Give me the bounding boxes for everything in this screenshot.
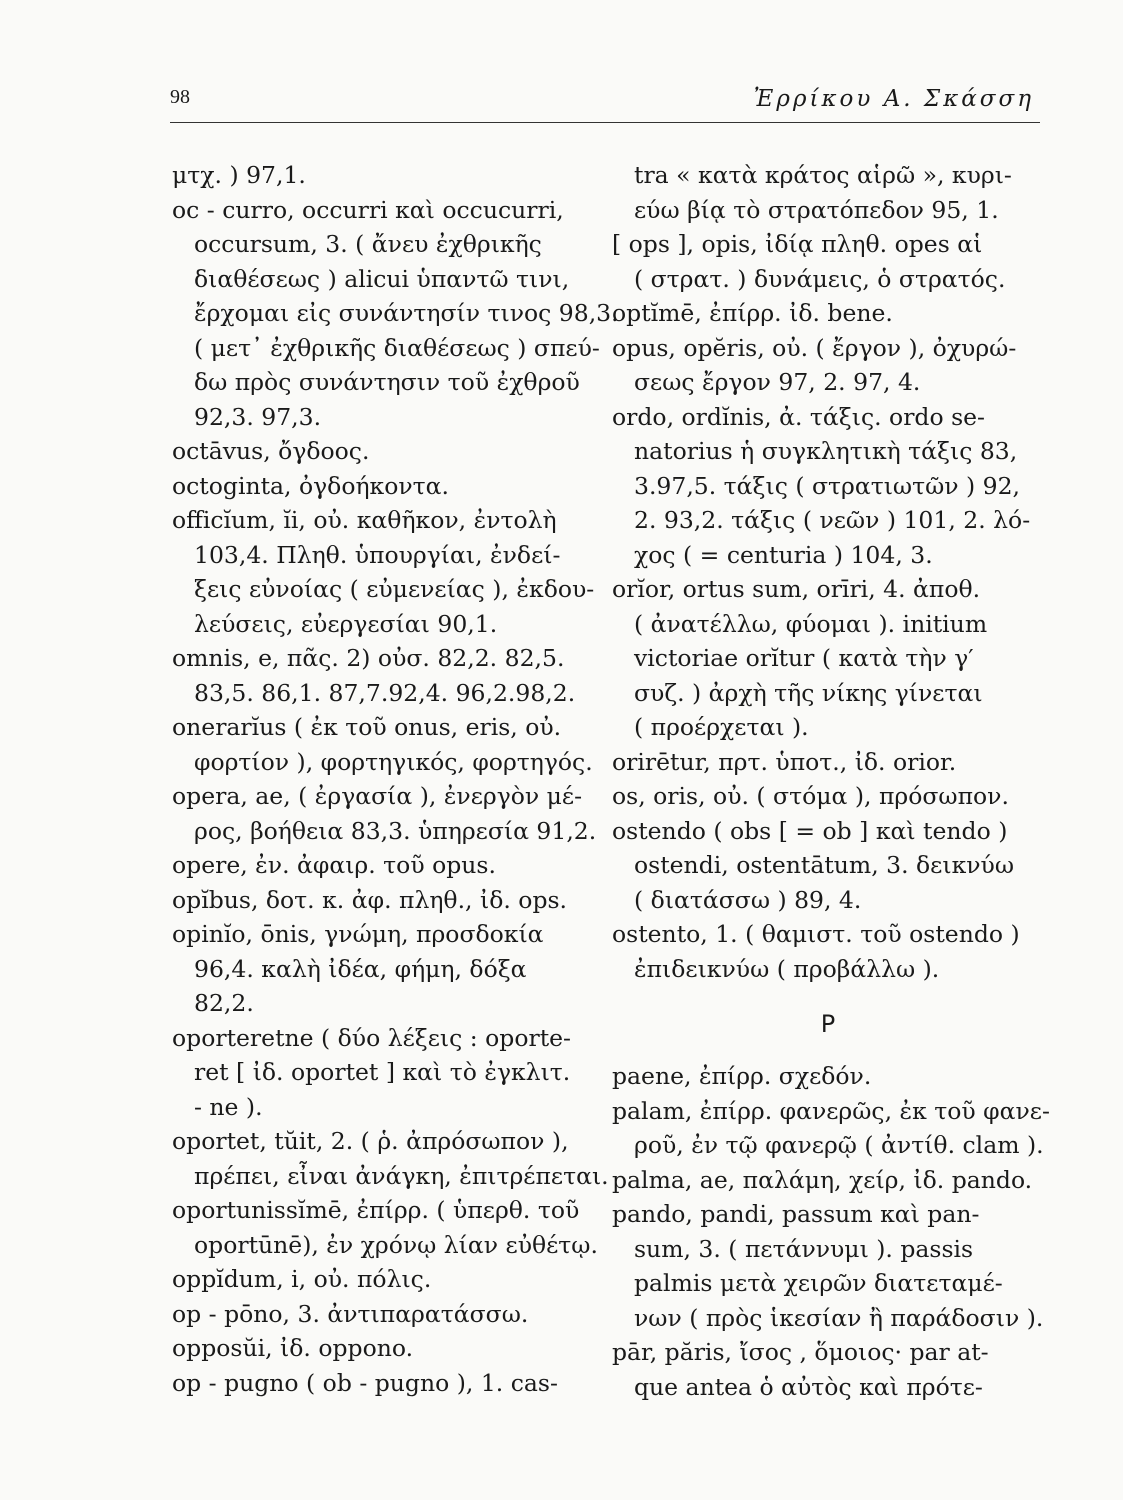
entry-line: palam, ἐπίρρ. φανερῶς, ἐκ τοῦ φανε- xyxy=(612,1096,1050,1125)
entry-line: opera, ae, ( ἐργασία ), ἐνεργὸν μέ- xyxy=(172,782,583,810)
entry-line: orĭor, ortus sum, orīri, 4. ἀποθ. xyxy=(612,575,981,603)
entry-line: ( στρατ. ) δυνάμεις, ὁ στρατός. xyxy=(634,264,1006,293)
entry-line: εύω βίᾳ τὸ στρατόπεδον 95, 1. xyxy=(634,195,999,224)
entry-line: σεως ἔργον 97, 2. 97, 4. xyxy=(634,368,921,396)
entry-line: [ ops ], opis, ἰδίᾳ πληθ. opes αἱ xyxy=(612,230,983,258)
entry-line: ( διατάσσω ) 89, 4. xyxy=(634,885,862,914)
entry-line: omnis, e, πᾶς. 2) οὐσ. 82,2. 82,5. xyxy=(172,644,565,672)
entry-line: os, oris, οὐ. ( στόμα ), πρόσωπον. xyxy=(612,782,1009,810)
entry-line: opinĭo, ōnis, γνώμη, προσδοκία xyxy=(172,920,544,948)
entry-line: oporteretne ( δύο λέξεις : oporte- xyxy=(172,1023,571,1052)
entry-line: φορτίον ), φορτηγικός, φορτηγός. xyxy=(194,747,593,776)
entry-line: 3.97,5. τάξις ( στρατιωτῶν ) 92, xyxy=(634,471,1021,500)
entry-line: συζ. ) ἀρχὴ τῆς νίκης γίνεται xyxy=(634,678,983,707)
entry-line: 2. 93,2. τάξις ( νεῶν ) 101, 2. λό- xyxy=(634,506,1031,534)
entry-line: oportet, tŭit, 2. ( ῥ. ἀπρόσωπον ), xyxy=(172,1127,569,1155)
page-header xyxy=(170,86,1040,123)
entry-line: ostendo ( obs [ = ob ] καὶ tendo ) xyxy=(612,816,1008,845)
entry-line: μτχ. ) 97,1. xyxy=(172,161,306,189)
entry-line: orirētur, πρτ. ὑποτ., ἰδ. orior. xyxy=(612,747,957,776)
entry-line: natorius ἡ συγκλητικὴ τάξις 83, xyxy=(634,437,1018,465)
entry-line: oc - curro, occurri καὶ occucurri, xyxy=(172,195,564,224)
entry-line: optĭmē, ἐπίρρ. ἰδ. bene. xyxy=(612,299,893,327)
entry-line: ( μετ᾿ ἐχθρικῆς διαθέσεως ) σπεύ- xyxy=(194,333,600,362)
entry-line: ἐπιδεικνύω ( προβάλλω ). xyxy=(634,954,940,983)
entry-line: victoriae orĭtur ( κατὰ τὴν γ′ xyxy=(634,644,974,672)
right-column xyxy=(612,158,1050,1404)
entry-line: oportunissĭmē, ἐπίρρ. ( ὑπερθ. τοῦ xyxy=(172,1196,580,1224)
entry-line: δω πρὸς συνάντησιν τοῦ ἐχθροῦ xyxy=(194,368,580,396)
entry-line: ostento, 1. ( θαμιστ. τοῦ ostendo ) xyxy=(612,920,1020,948)
entry-line: que antea ὁ αὐτὸς καὶ πρότε- xyxy=(634,1372,983,1401)
entry-line: tra « κατὰ κράτος αἱρῶ », κυρι- xyxy=(634,161,1012,189)
entry-line: octāvus, ὄγδοος. xyxy=(172,437,370,465)
entry-line: ροῦ, ἐν τῷ φανερῷ ( ἀντίθ. clam ). xyxy=(634,1131,1044,1159)
page-number: 98 xyxy=(170,86,190,108)
entry-line: νων ( πρὸς ἱκεσίαν ἢ παράδοσιν ). xyxy=(634,1303,1044,1332)
entry-line: ostendi, ostentātum, 3. δεικνύω xyxy=(634,851,1014,879)
entry-line: officĭum, ĭi, οὐ. καθῆκον, ἐντολὴ xyxy=(172,506,557,534)
entry-line: χος ( = centuria ) 104, 3. xyxy=(634,540,933,569)
entry-line: op - pōno, 3. ἀντιπαρατάσσω. xyxy=(172,1299,529,1328)
entry-line: ordo, ordĭnis, ἀ. τάξις. ordo se- xyxy=(612,402,985,431)
entry-line: πρέπει, εἶναι ἀνάγκη, ἐπιτρέπεται. xyxy=(194,1161,609,1190)
letter-heading: P xyxy=(820,1010,836,1038)
entry-line: ret [ ἰδ. oportet ] καὶ τὸ ἐγκλιτ. xyxy=(194,1058,571,1086)
entry-line: oppĭdum, i, οὐ. πόλις. xyxy=(172,1265,432,1293)
entry-line: 96,4. καλὴ ἰδέα, φήμη, δόξα xyxy=(194,954,527,983)
entry-line: ( προέρχεται ). xyxy=(634,713,809,741)
entry-line: 82,2. xyxy=(194,989,254,1017)
entry-line: occursum, 3. ( ἄνευ ἐχθρικῆς xyxy=(194,230,542,258)
entry-line: oportūnē), ἐν χρόνῳ λίαν εὐθέτῳ. xyxy=(194,1230,598,1259)
entry-line: op - pugno ( ob - pugno ), 1. cas- xyxy=(172,1368,558,1397)
entry-line: palmis μετὰ χειρῶν διατεταμέ- xyxy=(634,1269,1003,1297)
entry-line: onerarĭus ( ἐκ τοῦ onus, eris, οὐ. xyxy=(172,713,562,741)
entry-line: paene, ἐπίρρ. σχεδόν. xyxy=(612,1062,872,1090)
entry-line: ἔρχομαι εἰς συνάντησίν τινος 98,3. xyxy=(194,299,619,327)
entry-line: 92,3. 97,3. xyxy=(194,402,322,431)
entry-line: opus, opĕris, οὐ. ( ἔργον ), ὀχυρώ- xyxy=(612,333,1017,362)
entry-line: palma, ae, παλάμη, χείρ, ἰδ. pando. xyxy=(612,1165,1033,1194)
entry-line: opere, ἐν. ἀφαιρ. τοῦ opus. xyxy=(172,851,496,879)
entry-line: 103,4. Πληθ. ὑπουργίαι, ἐνδεί- xyxy=(194,540,561,569)
entry-line: octoginta, ὀγδοήκοντα. xyxy=(172,471,450,500)
entry-line: διαθέσεως ) alicui ὑπαντῶ τινι, xyxy=(194,264,570,293)
entry-line: ξεις εὐνοίας ( εὐμενείας ), ἐκδου- xyxy=(194,575,595,603)
entry-line: ρος, βοήθεια 83,3. ὑπηρεσία 91,2. xyxy=(194,816,597,845)
entry-line: pando, pandi, passum καὶ pan- xyxy=(612,1200,980,1228)
entry-line: 83,5. 86,1. 87,7.92,4. 96,2.98,2. xyxy=(194,678,576,707)
left-column xyxy=(172,158,619,1400)
entry-line: λεύσεις, εὐεργεσίαι 90,1. xyxy=(194,609,498,638)
entry-line: opposŭi, ἰδ. oppono. xyxy=(172,1334,414,1362)
entry-line: opĭbus, δοτ. κ. ἀφ. πληθ., ἰδ. ops. xyxy=(172,885,568,914)
running-head: Ἐρρίκου Α. Σκάσση xyxy=(753,86,1034,112)
entry-line: - ne ). xyxy=(194,1092,263,1121)
entry-line: sum, 3. ( πετάννυμι ). passis xyxy=(634,1234,974,1263)
entry-line: pār, păris, ἴσος , ὅμοιος· par at- xyxy=(612,1338,989,1366)
entry-line: ( ἀνατέλλω, φύομαι ). initium xyxy=(634,609,988,638)
